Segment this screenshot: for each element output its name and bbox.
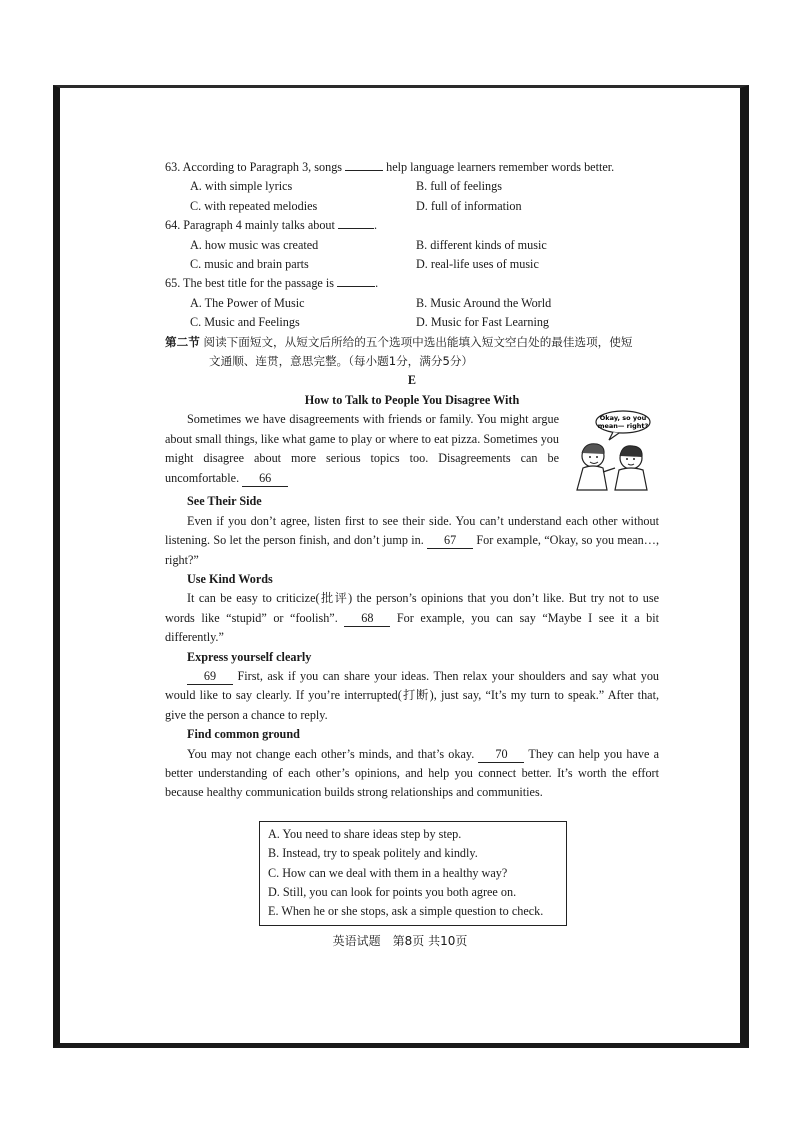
option-d: D. real-life uses of music [416, 257, 539, 272]
paragraph-see-their-side [165, 512, 659, 570]
intro-text: Sometimes we have disagreements with friends or family. You might argue about small things, like what game to play or where to eat pizza. Sometimes you might disagree about more serious topics too. Disagreements can be uncomfortable. [165, 412, 559, 485]
paragraph-text: They can help you have a better understanding of each other’s opinions, and help you connect better. It’s worth the effort because healthy communication builds strong relationships and communities. [165, 746, 659, 800]
answer-blank [338, 216, 374, 229]
option-a: A. The Power of Music [190, 295, 305, 310]
answer-options-box [259, 821, 567, 926]
blank-68: 68 [344, 610, 390, 627]
choice-c: C. How can we deal with them in a healthy way? [268, 865, 508, 880]
option-b: B. Music Around the World [416, 295, 552, 310]
paragraph-text: It can be easy to criticize(批评) the person’s opinions that you don’t like. But try not to use words like “stupid” or “foolish”. [165, 591, 659, 625]
question-stem: 63. According to Paragraph 3, songs [165, 160, 343, 174]
answer-blank [345, 158, 383, 171]
options-row [165, 177, 659, 196]
choice-e: E. When he or she stops, ask a simple question to check. [268, 904, 544, 919]
option-c: C. with repeated melodies [190, 198, 318, 213]
option-a: A. with simple lyrics [190, 179, 293, 194]
subheading: Express yourself clearly [187, 649, 312, 664]
intro-paragraph [165, 410, 559, 488]
paragraph-text: For example, “Okay, so you mean…, right?” [165, 533, 659, 567]
passage-title: How to Talk to People You Disagree With [304, 392, 520, 407]
option-b: B. full of feelings [416, 179, 502, 194]
option-d: D. Music for Fast Learning [416, 315, 550, 330]
options-row [165, 197, 659, 216]
section-instruction [165, 333, 659, 372]
subheading: Use Kind Words [187, 571, 273, 586]
passage-intro [165, 410, 659, 492]
question-stem-end: . [375, 276, 379, 291]
paragraph-express [165, 667, 659, 725]
question-65 [165, 274, 659, 293]
options-row [165, 236, 659, 255]
subheading: Find common ground [187, 727, 300, 742]
choice-b: B. Instead, try to speak politely and kindly. [268, 846, 478, 861]
blank-67: 67 [427, 532, 473, 549]
question-stem-end: help language learners remember words better. [386, 160, 615, 174]
question-stem-end: . [373, 218, 378, 233]
options-row [165, 255, 659, 274]
option-c: C. Music and Feelings [190, 315, 300, 330]
paragraph-text: For example, you can say “Maybe I see it a bit differently.” [165, 610, 660, 645]
paragraph-common-ground [165, 745, 659, 803]
question-stem: 64. Paragraph 4 mainly talks about [165, 218, 335, 233]
options-row [165, 294, 659, 313]
option-a: A. how music was created [190, 237, 319, 252]
passage-letter: E [407, 373, 417, 388]
choice-a: A. You need to share ideas step by step. [268, 826, 462, 841]
instruction-line: 文通顺、连贯，意思完整。（每小题1分，满分5分） [209, 354, 474, 369]
section-label: 第二节 [165, 334, 200, 349]
paragraph-kind-words [165, 589, 659, 647]
paragraph-text: Even if you don’t agree, listen first to see their side. You can’t understand each other without listening. So let the person finish, and don’t jump in. [165, 513, 659, 548]
instruction-line: 阅读下面短文，从短文后所给的五个选项中选出能填入短文空白处的最佳选项，使短 [203, 334, 633, 349]
subheading: See Their Side [187, 494, 262, 509]
page-footer: 英语试题 第8页 共10页 [332, 934, 468, 948]
option-d: D. full of information [416, 198, 522, 213]
two-kids-illustration [567, 410, 659, 492]
question-63 [165, 158, 659, 177]
bubble-text: mean— right? [597, 422, 649, 431]
choice-d: D. Still, you can look for points you both agree on. [268, 885, 517, 899]
option-c: C. music and brain parts [190, 257, 309, 272]
blank-70: 70 [478, 746, 524, 763]
answer-blank [337, 274, 375, 287]
paragraph-text: First, ask if you can share your ideas. Then relax your shoulders and say what you would like to say clearly. If you’re interrupted(打断), just say, “It’s my turn to speak.” After that, give the person a chance to reply. [165, 668, 660, 722]
question-64 [165, 216, 659, 235]
paragraph-text: You may not change each other’s minds, and that’s okay. [187, 746, 475, 761]
bubble-text: Okay, so you [599, 414, 647, 423]
exam-content [165, 158, 659, 926]
blank-69: 69 [187, 668, 233, 685]
option-b: B. different kinds of music [416, 237, 547, 252]
options-row [165, 313, 659, 332]
question-stem: 65. The best title for the passage is [165, 276, 335, 291]
blank-66: 66 [242, 470, 288, 487]
